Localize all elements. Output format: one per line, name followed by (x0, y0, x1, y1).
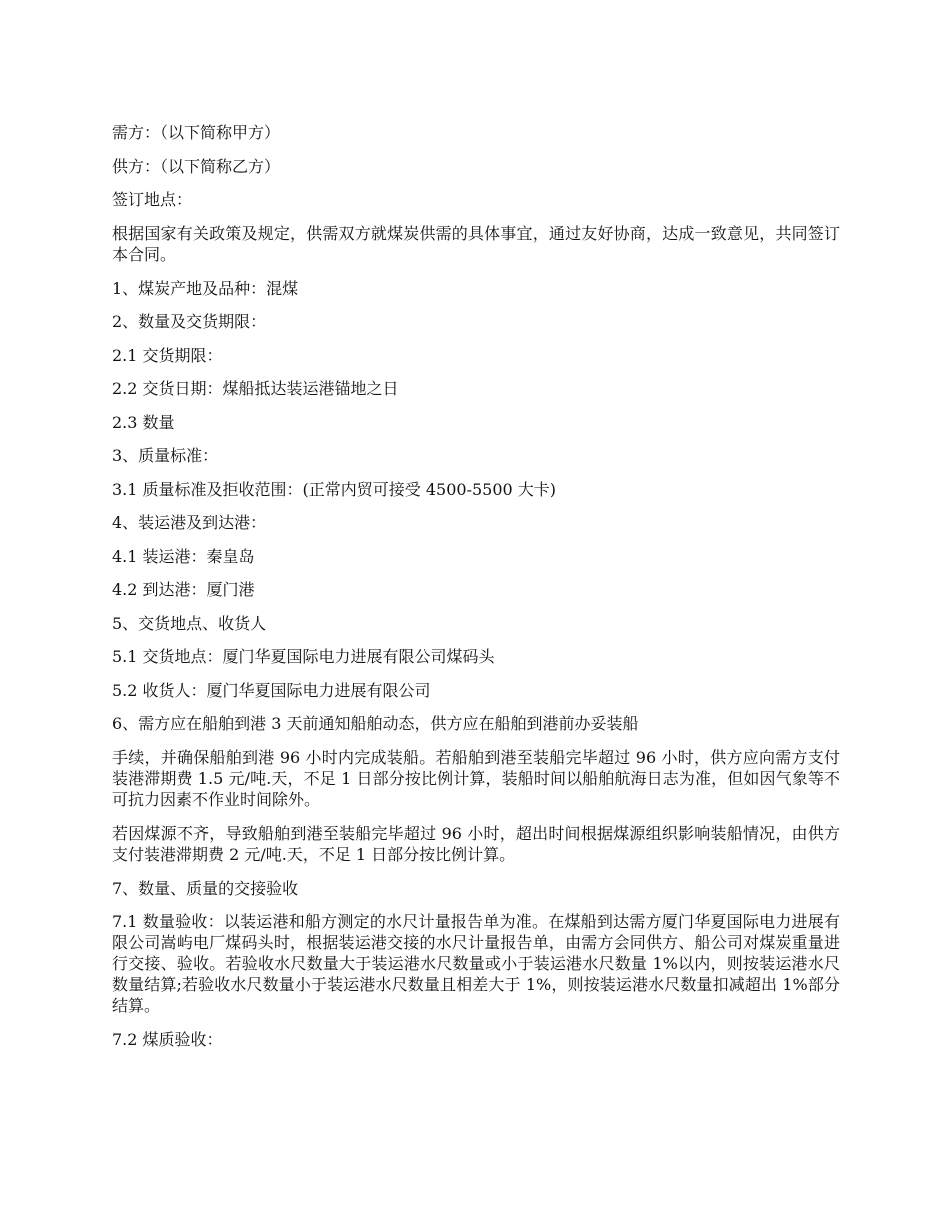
supplier-line: 供方：（以下简称乙方） (112, 156, 281, 176)
section-3-heading: 3、质量标准： (112, 446, 219, 465)
section-4-heading: 4、装运港及到达港： (112, 513, 267, 532)
clause-7-2: 7.2 煤质验收： (112, 1030, 223, 1049)
clause-2-2: 2.2 交货日期：煤船抵达装运港锚地之日 (112, 379, 399, 398)
section-1-heading: 1、煤炭产地及品种：混煤 (112, 278, 299, 298)
clause-7-1: 7.1 数量验收：以装运港和船方测定的水尺计量报告单为准。在煤船到达需方厦门华夏国际电力进展有限公司嵩屿电厂煤码头时，根据装运港交接的水尺计量报告单，由需方会同供方、船公司对煤炭重量进行交接、验收。若验收水尺数量大于装运港水尺数量或小于装运港水尺数量 1%以内，则按装运港水尺数量结算;若验收水尺数量小于装运港水尺数量且相差大于 1%，则按装运港水尺数量扣减超出 1%部分结算。 (112, 912, 840, 1015)
section-7-heading: 7、数量、质量的交接验收 (112, 878, 299, 898)
buyer-line: 需方：（以下简称甲方） (112, 123, 281, 142)
clause-3-1: 3.1 质量标准及拒收范围：(正常内贸可接受 4500-5500 大卡) (112, 479, 557, 499)
section-6-paragraph-1: 手续，并确保船舶到港 96 小时内完成装船。若船舶到港至装船完毕超过 96 小时，供方应向需方支付装港滞期费 1.5 元/吨.天，不足 1 日部分按比例计算，装船时间以船舶航海日志为准，但如因气象等不可抗力因素不作业时间除外。 (112, 747, 840, 809)
section-6-paragraph-2: 若因煤源不齐，导致船舶到港至装船完毕超过 96 小时，超出时间根据煤源组织影响装船情况，由供方支付装港滞期费 2 元/吨.天，不足 1 日部分按比例计算。 (112, 823, 840, 864)
section-2-heading: 2、数量及交货期限： (112, 312, 267, 331)
section-6-heading: 6、需方应在船舶到港 3 天前通知船舶动态，供方应在船舶到港前办妥装船 (112, 714, 639, 733)
clause-2-3: 2.3 数量 (112, 412, 175, 432)
clause-4-2: 4.2 到达港：厦门港 (112, 580, 255, 599)
section-5-heading: 5、交货地点、收货人 (112, 613, 267, 633)
preamble-paragraph: 根据国家有关政策及规定，供需双方就煤炭供需的具体事宜，通过友好协商，达成一致意见，共同签订本合同。 (112, 223, 840, 264)
clause-4-1: 4.1 装运港：秦皇岛 (112, 546, 255, 566)
contract-document (112, 122, 840, 1063)
clause-5-1: 5.1 交货地点：厦门华夏国际电力进展有限公司煤码头 (112, 647, 495, 666)
signing-place-line: 签订地点： (112, 190, 193, 209)
clause-2-1: 2.1 交货期限： (112, 345, 223, 365)
clause-5-2: 5.2 收货人：厦门华夏国际电力进展有限公司 (112, 680, 431, 700)
